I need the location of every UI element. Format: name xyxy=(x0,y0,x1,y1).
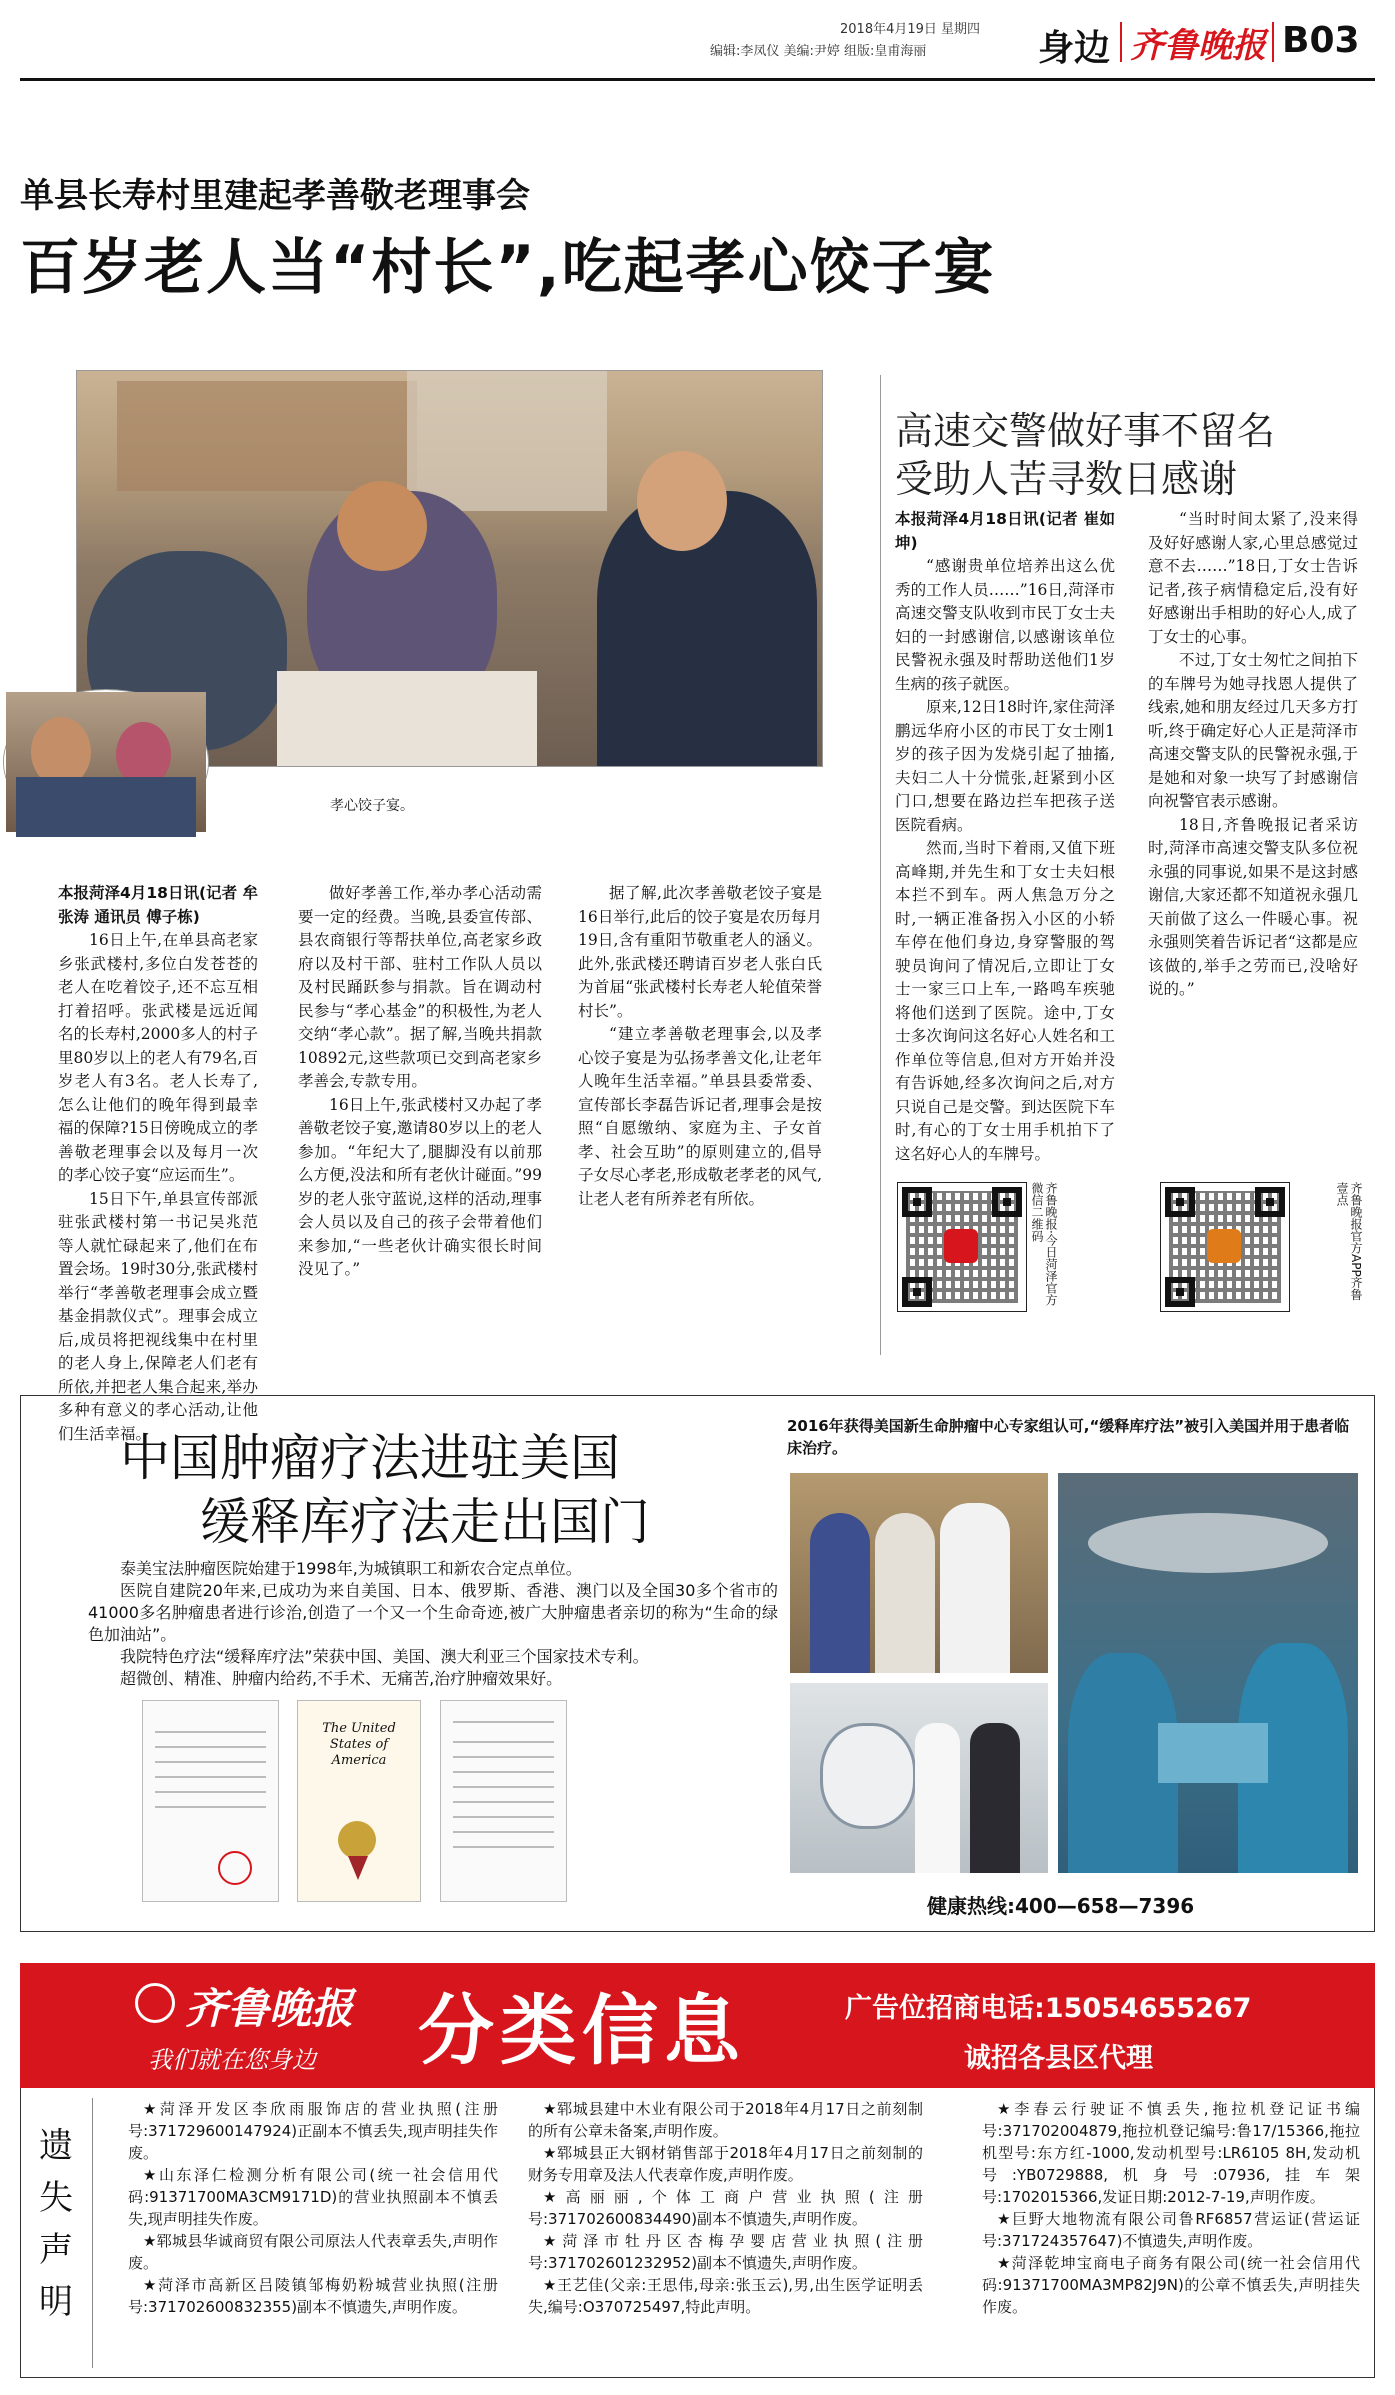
ad-headline-1: 中国肿瘤疗法进驻美国 xyxy=(120,1429,620,1487)
header-editors: 编辑:李凤仪 美编:尹婷 组版:皇甫海丽 xyxy=(710,44,927,59)
story2-paragraph: 原来,12日18时许,家住菏泽鹏远华府小区的市民丁女士刚1岁的孩子因为发烧引起了抽搐,夫妇二人十分慌张,赶紧到小区门口,想要在路边拦车把孩子送医院看病。 xyxy=(895,698,1115,834)
patent-certificate-us xyxy=(297,1700,421,1902)
classified-notice: ★山东泽仁检测分析有限公司(统一社会信用代码:91371700MA3CM9171D)的营业执照副本不慎丢失,现声明挂失作废。 xyxy=(128,2166,498,2228)
ad-body xyxy=(88,1558,778,1690)
cert-title: The United States of America xyxy=(322,1721,396,1768)
classified-notice: ★巨野大地物流有限公司鲁RF6857营运证(营运证号:371724357647)不慎遗失,声明作废。 xyxy=(982,2210,1360,2250)
header-divider-2 xyxy=(1272,22,1274,62)
story2-headline-1: 高速交警做好事不留名 xyxy=(895,409,1276,453)
story1-paragraph: 16日上午,张武楼村又办起了孝善敬老饺子宴,邀请80岁以上的老人参加。“年纪大了,腿脚没有以前那么方便,没法和所有老伙计碰面。”99岁的老人张守蓝说,这样的活动,理事会人员以及自己的孩子会带着他们来参加,“一些老伙计确实很长时间没见了。” xyxy=(298,1095,542,1278)
section-name: 身边 xyxy=(1038,28,1111,69)
patent-certificate-au xyxy=(440,1700,567,1902)
app-qr-label: 齐鲁晚报官方APP齐鲁壹点 xyxy=(1335,1182,1363,1301)
story1-kicker: 单县长寿村里建起孝善敬老理事会 xyxy=(20,176,530,216)
story1-paragraph: 做好孝善工作,举办孝心活动需要一定的经费。当晚,县委宣传部、县农商银行等帮扶单位,高老家乡政府以及村干部、驻村工作队人员以及村民踊跃参与捐款。旨在调动村民参与“孝心基金”的积极性,为老人交纳“孝心款”。据了解,当晚共捐款10892元,这些款项已交到高老家乡孝善会,专款专用。 xyxy=(298,884,542,1090)
classified-col-2 xyxy=(528,2098,923,2318)
story1-paragraph: 据了解,此次孝善敬老饺子宴是16日举行,此后的饺子宴是农历每月19日,含有重阳节敬重老人的涵义。此外,张武楼还聘请百岁老人张白氏为首届“张武楼村长寿老人轮值荣誉村长”。 xyxy=(578,884,822,1020)
story1-col-2 xyxy=(298,882,542,1278)
classified-notice: ★菏泽市高新区吕陵镇邹梅奶粉城营业执照(注册号:371702600832355)副本不慎遗失,声明作废。 xyxy=(128,2276,498,2316)
story1-paragraph: “建立孝善敬老理事会,以及孝心饺子宴是为弘扬孝善文化,让老年人晚年生活幸福。”单县县委常委、宣传部长李磊告诉记者,理事会是按照“自愿缴纳、家庭为主、子女首孝、社会互助”的原则建立的,倡导子女尽心孝老,形成敬老孝老的风气,让老人老有所养老有所依。 xyxy=(578,1025,822,1208)
classified-notice: ★菏泽市牡丹区杏梅孕婴店营业执照(注册号:371702601232952)副本不慎遗失,声明作废。 xyxy=(528,2232,923,2272)
story1-headline: 百岁老人当“村长”,吃起孝心饺子宴 xyxy=(20,233,996,303)
classified-logo-icon xyxy=(135,1983,175,2023)
classified-col-1 xyxy=(128,2098,498,2318)
story1-story2-divider xyxy=(880,375,881,1355)
doctors-group-photo xyxy=(790,1473,1048,1673)
classified-notice: ★郓城县华诚商贸有限公司原法人代表章丢失,声明作废。 xyxy=(128,2232,498,2272)
story2-paragraph: “当时时间太紧了,没来得及好好感谢人家,心里总感觉过意不去……”18日,丁女士告诉记者,孩子病情稳定后,没有好好感谢出手相助的好心人,成了丁女士的心事。 xyxy=(1148,510,1358,646)
story1-col-1 xyxy=(58,882,258,1443)
classified-notice: ★高丽丽,个体工商户营业执照(注册号:371702600834490)副本不慎遗失,声明作废。 xyxy=(528,2188,923,2228)
story2-paragraph: 不过,丁女士匆忙之间拍下的车牌号为她寻找恩人提供了线索,她和朋友经过几天多方打听,终于确定好心人正是菏泽市高速交警支队的民警祝永强,于是她和对象一块写了封感谢信向祝警官表示感谢。 xyxy=(1148,651,1358,810)
surgery-photo xyxy=(1058,1473,1358,1873)
story2-paragraph: 18日,齐鲁晚报记者采访时,菏泽市高速交警支队多位祝永强的同事说,如果不是这封感谢信,大家还都不知道祝永强几天前做了这么一件暖心事。祝永强则笑着告诉记者“这都是应该做的,举手之劳而已,没啥好说的。” xyxy=(1148,815,1358,998)
classified-phone: 广告位招商电话:15054655267 xyxy=(845,1993,1252,2024)
ad-headline-2: 缓释库疗法走出国门 xyxy=(200,1493,650,1551)
ct-scanner-photo xyxy=(790,1683,1048,1873)
story2-col-2 xyxy=(1148,508,1358,1002)
wechat-qr-label: 齐鲁晚报·今日菏泽官方微信二维码 xyxy=(1030,1182,1058,1306)
classified-col-3 xyxy=(982,2098,1360,2318)
story2-col-1 xyxy=(895,508,1115,1163)
story2-paragraph: “感谢贵单位培养出这么优秀的工作人员……”16日,菏泽市高速交警支队收到市民丁女士夫妇的一封感谢信,以感谢该单位民警祝永强及时帮助送他们1岁生病的孩子就医。 xyxy=(895,557,1115,693)
wechat-qr-code[interactable] xyxy=(897,1182,1027,1312)
page-number: B03 xyxy=(1282,20,1360,61)
classified-notice: ★李春云行驶证不慎丢失,拖拉机登记证书编号:371702004879,拖拉机登记编号:鲁17/15366,拖拉机型号:东方红-1000,发动机型号:LR6105 8H,发动机号:YB0729888,机身号:07936,挂车架号:1702015366,发证日期:2012-7-19,声明作废。 xyxy=(982,2100,1360,2206)
story1-paragraph: 16日上午,在单县高老家乡张武楼村,多位白发苍苍的老人在吃着饺子,还不忘互相打着招呼。张武楼是远近闻名的长寿村,2000多人的村子里80岁以上的老人有79名,百岁老人有3名。老人长寿了,怎么让他们的晚年得到最幸福的保障?15日傍晚成立的孝善敬老理事会以及每月一次的孝心饺子宴“应运而生”。 xyxy=(58,931,258,1184)
ad-hotline: 健康热线:400—658—7396 xyxy=(927,1894,1195,1918)
ad-paragraph: 我院特色疗法“缓释库疗法”荣获中国、美国、澳大利亚三个国家技术专利。 xyxy=(120,1647,649,1666)
ad-photo-caption: 2016年获得美国新生命肿瘤中心专家组认可,“缓释库疗法”被引入美国并用于患者临床治疗。 xyxy=(787,1417,1350,1457)
ad-paragraph: 医院自建院20年来,已成功为来自美国、日本、俄罗斯、香港、澳门以及全国30多个省市的41000多名肿瘤患者进行诊治,创造了一个又一个生命奇迹,被广大肿瘤患者亲切的称为“生命的绿色加油站”。 xyxy=(88,1581,778,1644)
classified-logo: 齐鲁晚报 xyxy=(185,1984,354,2033)
story1-paragraph: 15日下午,单县宣传部派驻张武楼村第一书记吴兆范等人就忙碌起来了,他们在布置会场。19时30分,张武楼村举行“孝善敬老理事会成立暨基金捐款仪式”。理事会成立后,成员将把视线集中在村里的老人身上,保障老人们老有所依,并把老人集合起来,举办多种有意义的孝心活动,让他们生活幸福。 xyxy=(58,1189,258,1443)
classified-side-label: 遗失声明 xyxy=(39,2126,73,2322)
patent-certificate-cn xyxy=(142,1700,279,1902)
classified-notice: ★菏泽开发区李欣雨服饰店的营业执照(注册号:371729600147924)正副本不慎丢失,现声明挂失作废。 xyxy=(128,2100,498,2162)
header-date: 2018年4月19日 星期四 xyxy=(840,22,981,37)
story1-byline: 本报菏泽4月18日讯(记者 牟张涛 通讯员 傅子栋) xyxy=(58,884,258,926)
story2-headline-2: 受助人苦寻数日感谢 xyxy=(895,457,1238,501)
story1-inset-photo xyxy=(4,690,208,834)
classified-notice: ★郓城县正大钢材销售部于2018年4月17日之前刻制的财务专用章及法人代表章作废,声明作废。 xyxy=(528,2144,923,2184)
story1-col-3 xyxy=(578,882,822,1235)
classified-side-divider xyxy=(92,2098,93,2368)
story2-paragraph: 然而,当时下着雨,又值下班高峰期,并先生和丁女士夫妇根本拦不到车。两人焦急万分之时,一辆正准备拐入小区的小轿车停在他们身边,身穿警服的驾驶员询问了情况后,立即让丁女士一家三口上车,一路鸣车疾驰将他们送到了医院。途中,丁女士多次询问这名好心人姓名和工作单位等信息,但对方开始并没有告诉她,经多次询问之后,对方只说自己是交警。到达医院下车时,有心的丁女士用手机拍下了这名好心人的车牌号。 xyxy=(895,839,1115,1163)
ad-paragraph: 超微创、精准、肿瘤内给药,不手术、无痛苦,治疗肿瘤效果好。 xyxy=(120,1669,563,1688)
classified-notice: ★菏泽乾坤宝商电子商务有限公司(统一社会信用代码:91371700MA3MP82J9N)的公章不慎丢失,声明挂失作废。 xyxy=(982,2254,1360,2316)
ad-paragraph: 泰美宝法肿瘤医院始建于1998年,为城镇职工和新农合定点单位。 xyxy=(120,1559,582,1578)
paper-logo: 齐鲁晚报 xyxy=(1130,26,1266,66)
classified-notice: ★王艺佳(父亲:王思伟,母亲:张玉云),男,出生医学证明丢失,编号:O370725497,特此声明。 xyxy=(528,2276,923,2316)
header-rule xyxy=(20,78,1375,81)
classified-agent: 诚招各县区代理 xyxy=(964,2043,1153,2074)
story1-photo-caption: 孝心饺子宴。 xyxy=(330,798,414,814)
classified-notice: ★郓城县建中木业有限公司于2018年4月17日之前刻制的所有公章未备案,声明作废。 xyxy=(528,2100,923,2140)
story2-byline: 本报菏泽4月18日讯(记者 崔如坤) xyxy=(895,510,1115,552)
header-divider xyxy=(1120,22,1122,62)
classified-title: 分类信息 xyxy=(418,1986,746,2075)
classified-slogan: 我们就在您身边 xyxy=(148,2046,316,2074)
app-qr-code[interactable] xyxy=(1160,1182,1290,1312)
